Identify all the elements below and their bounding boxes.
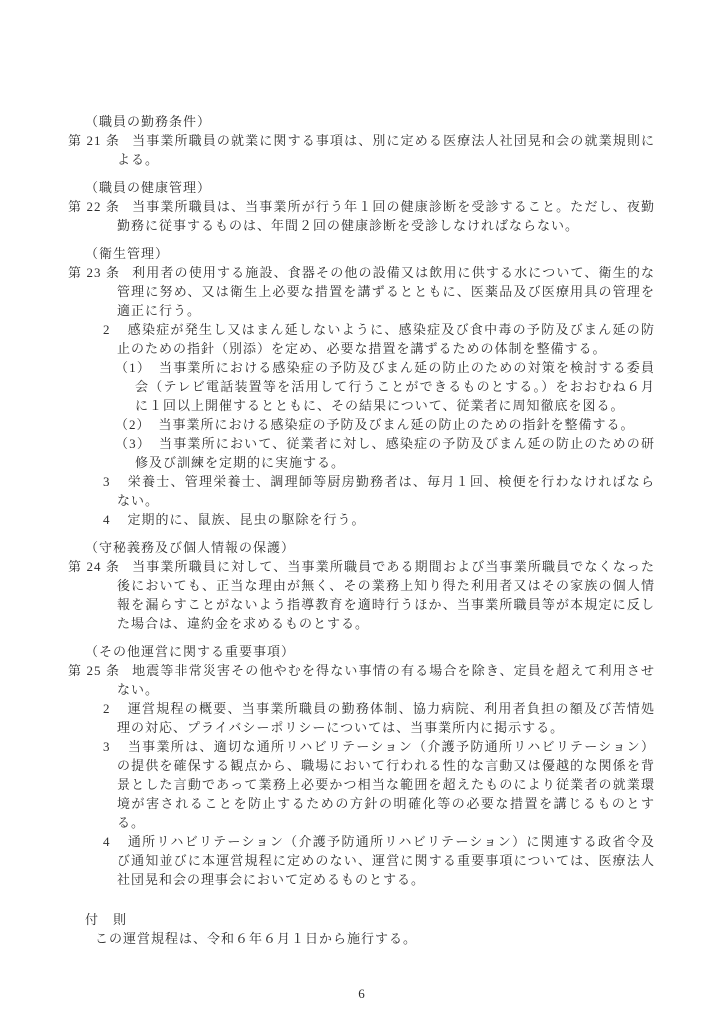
article-21-label: 第 21 条 [68, 133, 121, 148]
article-23 [68, 263, 655, 320]
section-hygiene [68, 244, 655, 529]
section-staff-health [68, 178, 655, 235]
article-23-item-3-text: 当事業所において、従業者に対し、感染症の予防及びまん延の防止のための研修及び訓練を定期的に実施する。 [135, 436, 655, 470]
article-21-text: 当事業所職員の就業に関する事項は、別に定める医療法人社団晃和会の就業規則による。 [117, 133, 655, 167]
article-24-text: 当事業所職員に対して、当事業所職員である期間および当事業所職員でなくなった後においても、正当な理由が無く、その業務上知り得た利用者又はその家族の個人情報を漏らすことがないよう指導教育を適時行うほか、当事業所職員等が本規定に反した場合は、違約金を求めるものとする。 [117, 559, 655, 631]
article-25-para-3 [68, 737, 655, 832]
article-25-para-4-text: 通所リハビリテーション（介護予防通所リハビリテーション）に関連する政省令及び通知並びに本運営規程に定めのない、運営に関する重要事項については、医療法人社団晃和会の理事会において定めるものとする。 [117, 834, 655, 887]
article-23-item-1 [68, 358, 655, 415]
article-25-para-3-label: 3 [103, 739, 111, 754]
article-23-item-2-label: （2） [115, 417, 151, 432]
article-25-para-2 [68, 699, 655, 737]
article-23-para-2 [68, 320, 655, 358]
article-23-para-4-label: 4 [103, 512, 111, 527]
article-25-para-2-label: 2 [103, 701, 111, 716]
article-23-item-1-label: （1） [115, 360, 152, 375]
article-23-para-3-label: 3 [103, 474, 111, 489]
article-23-para-4-text: 定期的に、鼠族、昆虫の駆除を行う。 [127, 512, 366, 527]
article-21 [68, 131, 655, 169]
article-25 [68, 661, 655, 699]
article-22 [68, 197, 655, 235]
article-23-para-4 [68, 510, 655, 529]
article-23-item-3-label: （3） [115, 436, 152, 451]
section-other-important-matters [68, 642, 655, 889]
article-25-para-2-text: 運営規程の概要、当事業所職員の勤務体制、協力病院、利用者負担の額及び苦情処理の対応、プライバシーポリシーについては、当事業所内に掲示する。 [117, 701, 655, 735]
section-heading-staff-health: （職員の健康管理） [85, 180, 212, 195]
article-23-item-2-text: 当事業所における感染症の予防及びまん延の防止のための指針を整備する。 [158, 417, 635, 432]
appendix-title: 付 則 [85, 912, 128, 927]
appendix-body: この運営規程は、令和６年６月１日から施行する。 [95, 931, 418, 946]
article-25-para-4 [68, 832, 655, 889]
article-23-para-3 [68, 472, 655, 510]
article-25-para-4-label: 4 [103, 834, 111, 849]
article-25-text: 地震等非常災害その他やむを得ない事情の有る場合を除き、定員を超えて利用させない。 [117, 663, 655, 697]
article-23-label: 第 23 条 [68, 265, 121, 280]
section-heading-staff-work-conditions: （職員の勤務条件） [85, 114, 212, 129]
article-23-text: 利用者の使用する施設、食器その他の設備又は飲用に供する水について、衛生的な管理に努め、又は衛生上必要な措置を講ずるとともに、医薬品及び医療用具の管理を適正に行う。 [117, 265, 655, 318]
article-23-item-2 [68, 415, 655, 434]
section-confidentiality [68, 538, 655, 633]
appendix [68, 910, 655, 948]
article-22-label: 第 22 条 [68, 199, 121, 214]
article-24 [68, 557, 655, 633]
article-24-label: 第 24 条 [68, 559, 121, 574]
article-23-para-3-text: 栄養士、管理栄養士、調理師等厨房勤務者は、毎月１回、検便を行わなければならない。 [117, 474, 655, 508]
section-staff-work-conditions [68, 112, 655, 169]
page-number: 6 [358, 986, 365, 1001]
article-23-item-1-text: 当事業所における感染症の予防及びまん延の防止のための対策を検討する委員会（テレビ電話装置等を活用して行うことができるものとする。）をおおむね６月に１回以上開催するとともに、その結果について、従業者に周知徹底を図る。 [135, 360, 655, 413]
section-heading-confidentiality: （守秘義務及び個人情報の保護） [85, 540, 296, 555]
article-23-item-3 [68, 434, 655, 472]
article-23-para-2-label: 2 [103, 322, 111, 337]
article-25-para-3-text: 当事業所は、適切な通所リハビリテーション（介護予防通所リハビリテーション）の提供を確保する観点から、職場において行われる性的な言動又は優越的な関係を背景とした言動であって業務上必要かつ相当な範囲を超えたものにより従業者の就業環境が害されることを防止するための方針の明確化等の必要な措置を講じるものとする。 [117, 739, 655, 830]
article-23-para-2-text: 感染症が発生し又はまん延しないように、感染症及び食中毒の予防及びまん延の防止のための指針（別添）を定め、必要な措置を講ずるための体制を整備する。 [117, 322, 655, 356]
section-heading-other-important-matters: （その他運営に関する重要事項） [85, 644, 296, 659]
article-25-label: 第 25 条 [68, 663, 121, 678]
section-heading-hygiene: （衛生管理） [85, 246, 170, 261]
article-22-text: 当事業所職員は、当事業所が行う年１回の健康診断を受診すること。ただし、夜勤勤務に従事するものは、年間２回の健康診断を受診しなければならない。 [117, 199, 655, 233]
